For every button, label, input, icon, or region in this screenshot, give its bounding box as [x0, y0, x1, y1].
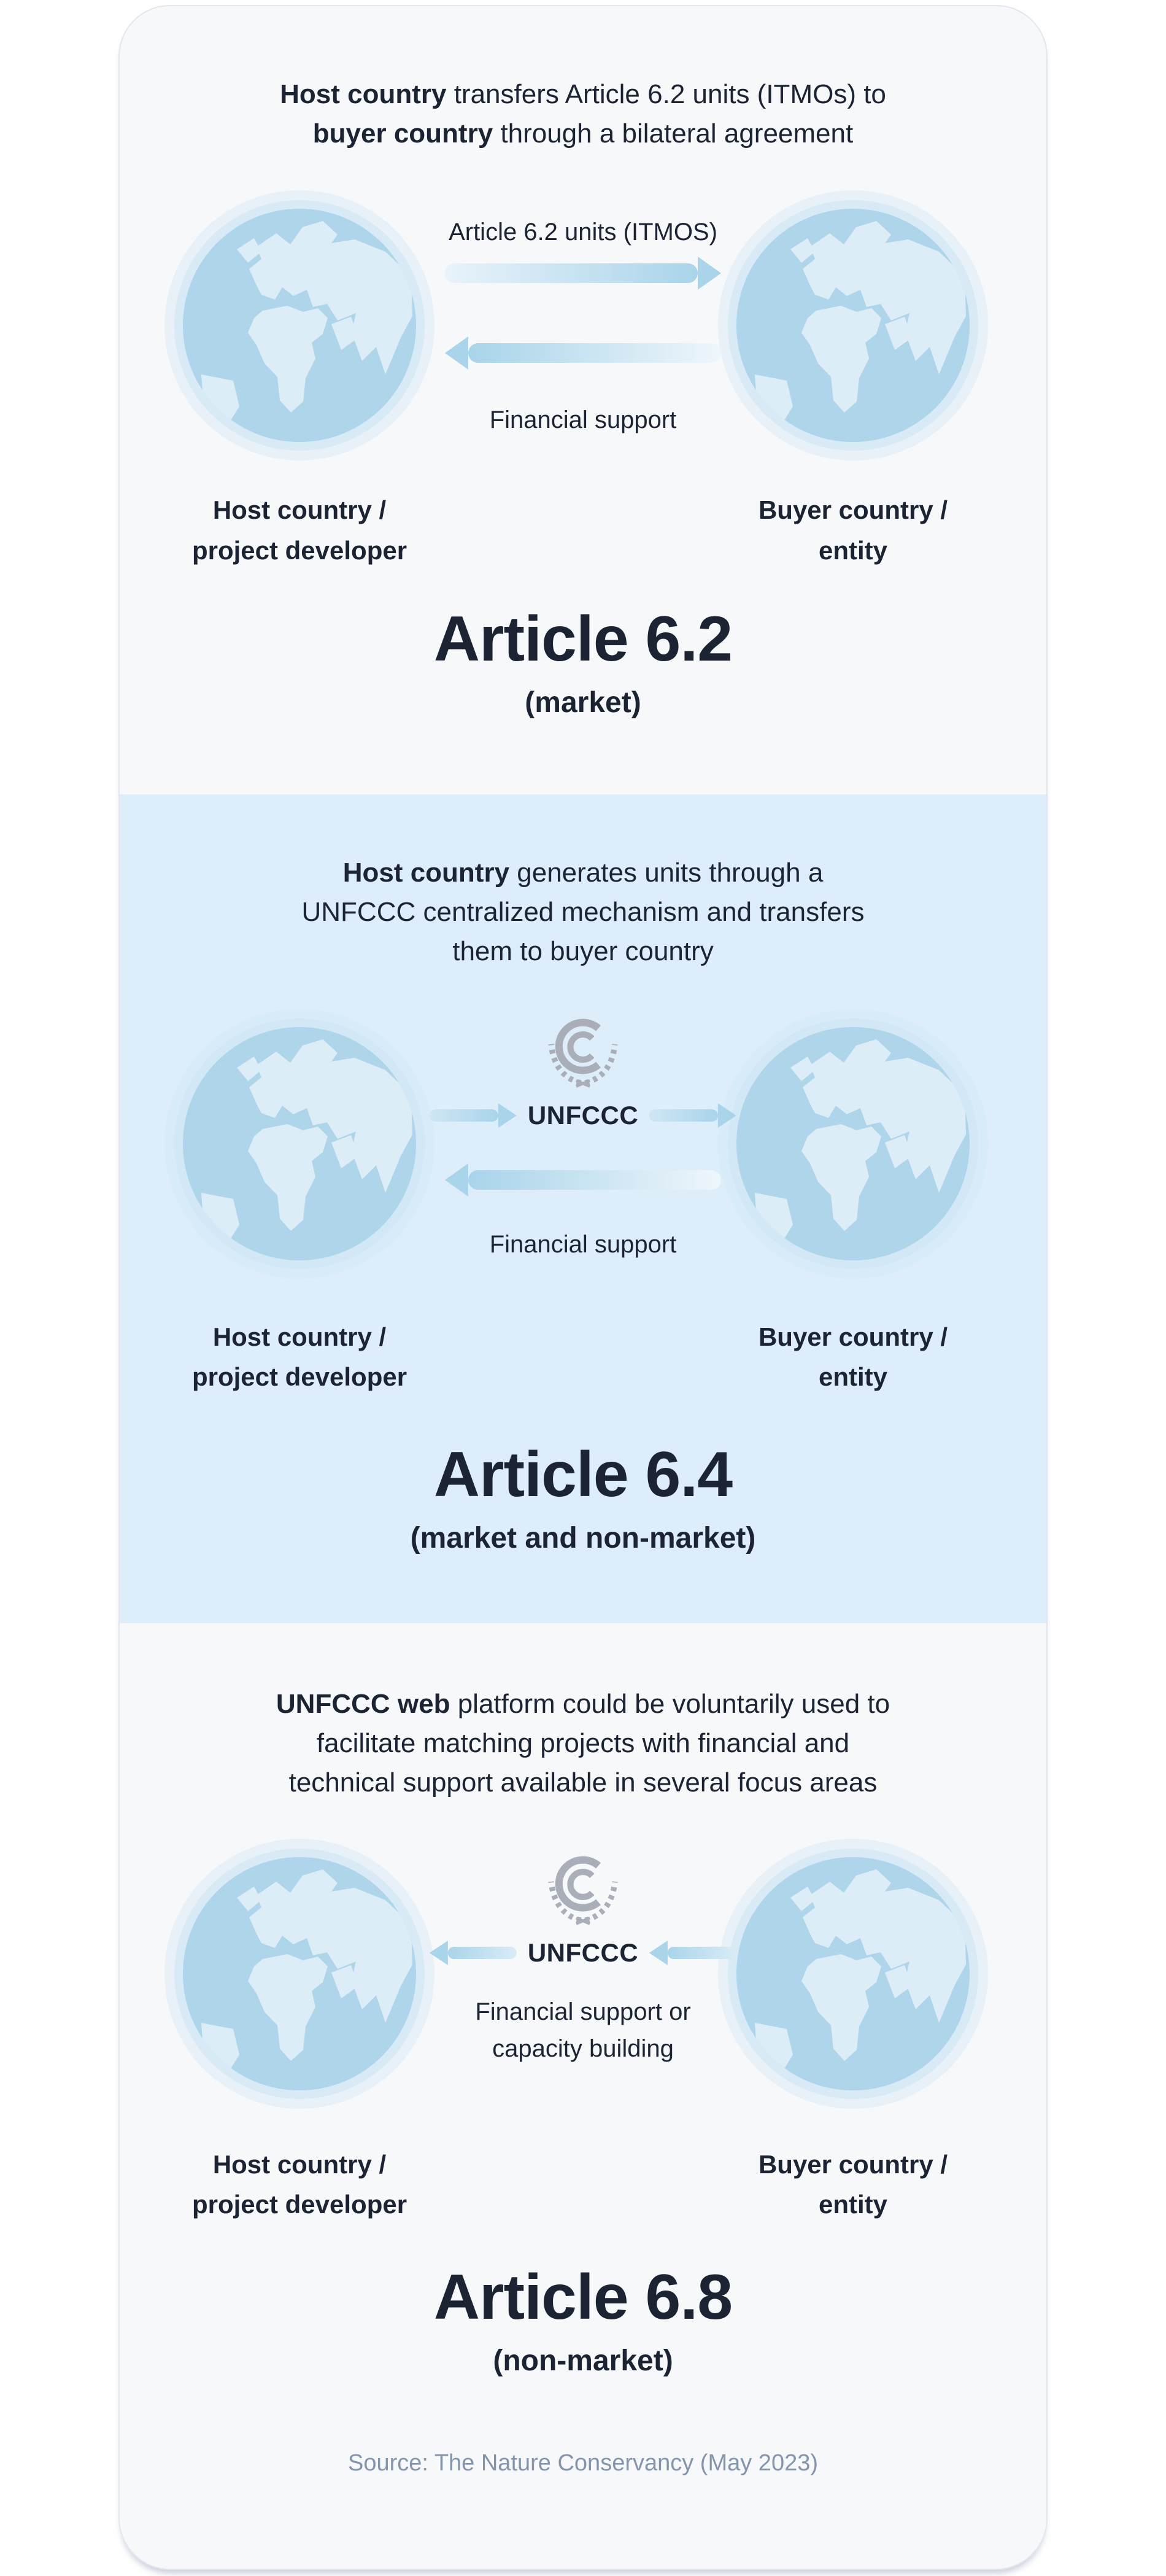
title-article-6-4: Article 6.4 [433, 1438, 733, 1510]
host-country-label: Host country / project developer [191, 2149, 407, 2219]
globe-buyer-icon [718, 1839, 988, 2109]
arrow-left-financial-icon [445, 336, 721, 370]
arrow-left-financial-icon [445, 1163, 721, 1197]
financial-support-label: Financial support [489, 1230, 677, 1258]
section-6-4-header: Host country generates units through a UNFCCC centralized mechanism and transfers them to buyer country [301, 858, 865, 967]
host-country-label: Host country / project developer [191, 1322, 407, 1391]
subtitle-non-market: (non-market) [493, 2344, 673, 2377]
buyer-country-label: Buyer country / entity [758, 495, 948, 565]
section-article-6-4 [120, 794, 1046, 1623]
globe-host-icon [164, 190, 434, 460]
arrow-right-itmo-icon [445, 257, 721, 290]
transfer-flow [423, 190, 743, 460]
unfccc-wreath-icon [543, 1011, 623, 1091]
globe-host-icon [164, 1839, 434, 2109]
title-article-6-2: Article 6.2 [433, 603, 733, 675]
section-6-8-header: UNFCCC web platform could be voluntarily used to facilitate matching projects with financial and technical support available in several focus areas [276, 1689, 890, 1798]
transfer-flow [423, 1003, 743, 1285]
entity-labels-6-8 [120, 2144, 1046, 2237]
source-attribution: Source: The Nature Conservancy (May 2023) [348, 2450, 818, 2476]
buyer-country-label: Buyer country / entity [758, 2149, 948, 2219]
buyer-country-label: Buyer country / entity [758, 1322, 948, 1391]
unfccc-wreath-icon [543, 1849, 623, 1928]
unfccc-label: UNFCCC [527, 1938, 639, 1967]
globe-buyer-icon [718, 1009, 988, 1279]
arrow-right-from-unfccc-icon [649, 1103, 736, 1128]
unfccc-hub-row [430, 1938, 736, 1968]
arrow-left-from-unfccc-icon [430, 1941, 517, 1965]
section-article-6-8 [120, 1623, 1046, 2569]
financial-capacity-label: Financial support or capacity building [475, 1998, 691, 2062]
header-bold-unfccc-web: UNFCCC web [276, 1689, 450, 1719]
entity-labels-6-4 [120, 1317, 1046, 1409]
header-bold-host-country: Host country [280, 79, 447, 109]
financial-support-label: Financial support [489, 406, 677, 434]
section-6-2-header: Host country transfers Article 6.2 units (ITMOs) to buyer country through a bilateral agreement [280, 79, 886, 149]
itmo-transfer-label: Article 6.2 units (ITMOS) [449, 219, 717, 246]
arrow-left-to-unfccc-icon [649, 1941, 736, 1965]
globe-host-icon [164, 1009, 434, 1279]
diagram-6-4 [120, 1003, 1046, 1285]
transfer-flow [423, 1833, 743, 2121]
section-article-6-2 [120, 6, 1046, 794]
globe-buyer-icon [718, 190, 988, 460]
unfccc-label: UNFCCC [527, 1100, 639, 1130]
diagram-6-8 [120, 1833, 1046, 2121]
header-bold-buyer-country: buyer country [312, 118, 493, 149]
entity-labels-6-2 [120, 490, 1046, 582]
diagram-6-2 [120, 190, 1046, 460]
unfccc-hub-row [430, 1101, 736, 1130]
subtitle-market-and-non-market: (market and non-market) [410, 1521, 756, 1554]
host-country-label: Host country / project developer [191, 495, 407, 565]
arrow-right-to-unfccc-icon [430, 1103, 517, 1128]
subtitle-market: (market) [525, 686, 641, 720]
infographic-card [118, 5, 1048, 2570]
title-article-6-8: Article 6.8 [433, 2261, 733, 2333]
header-bold-host-country: Host country [342, 858, 510, 888]
